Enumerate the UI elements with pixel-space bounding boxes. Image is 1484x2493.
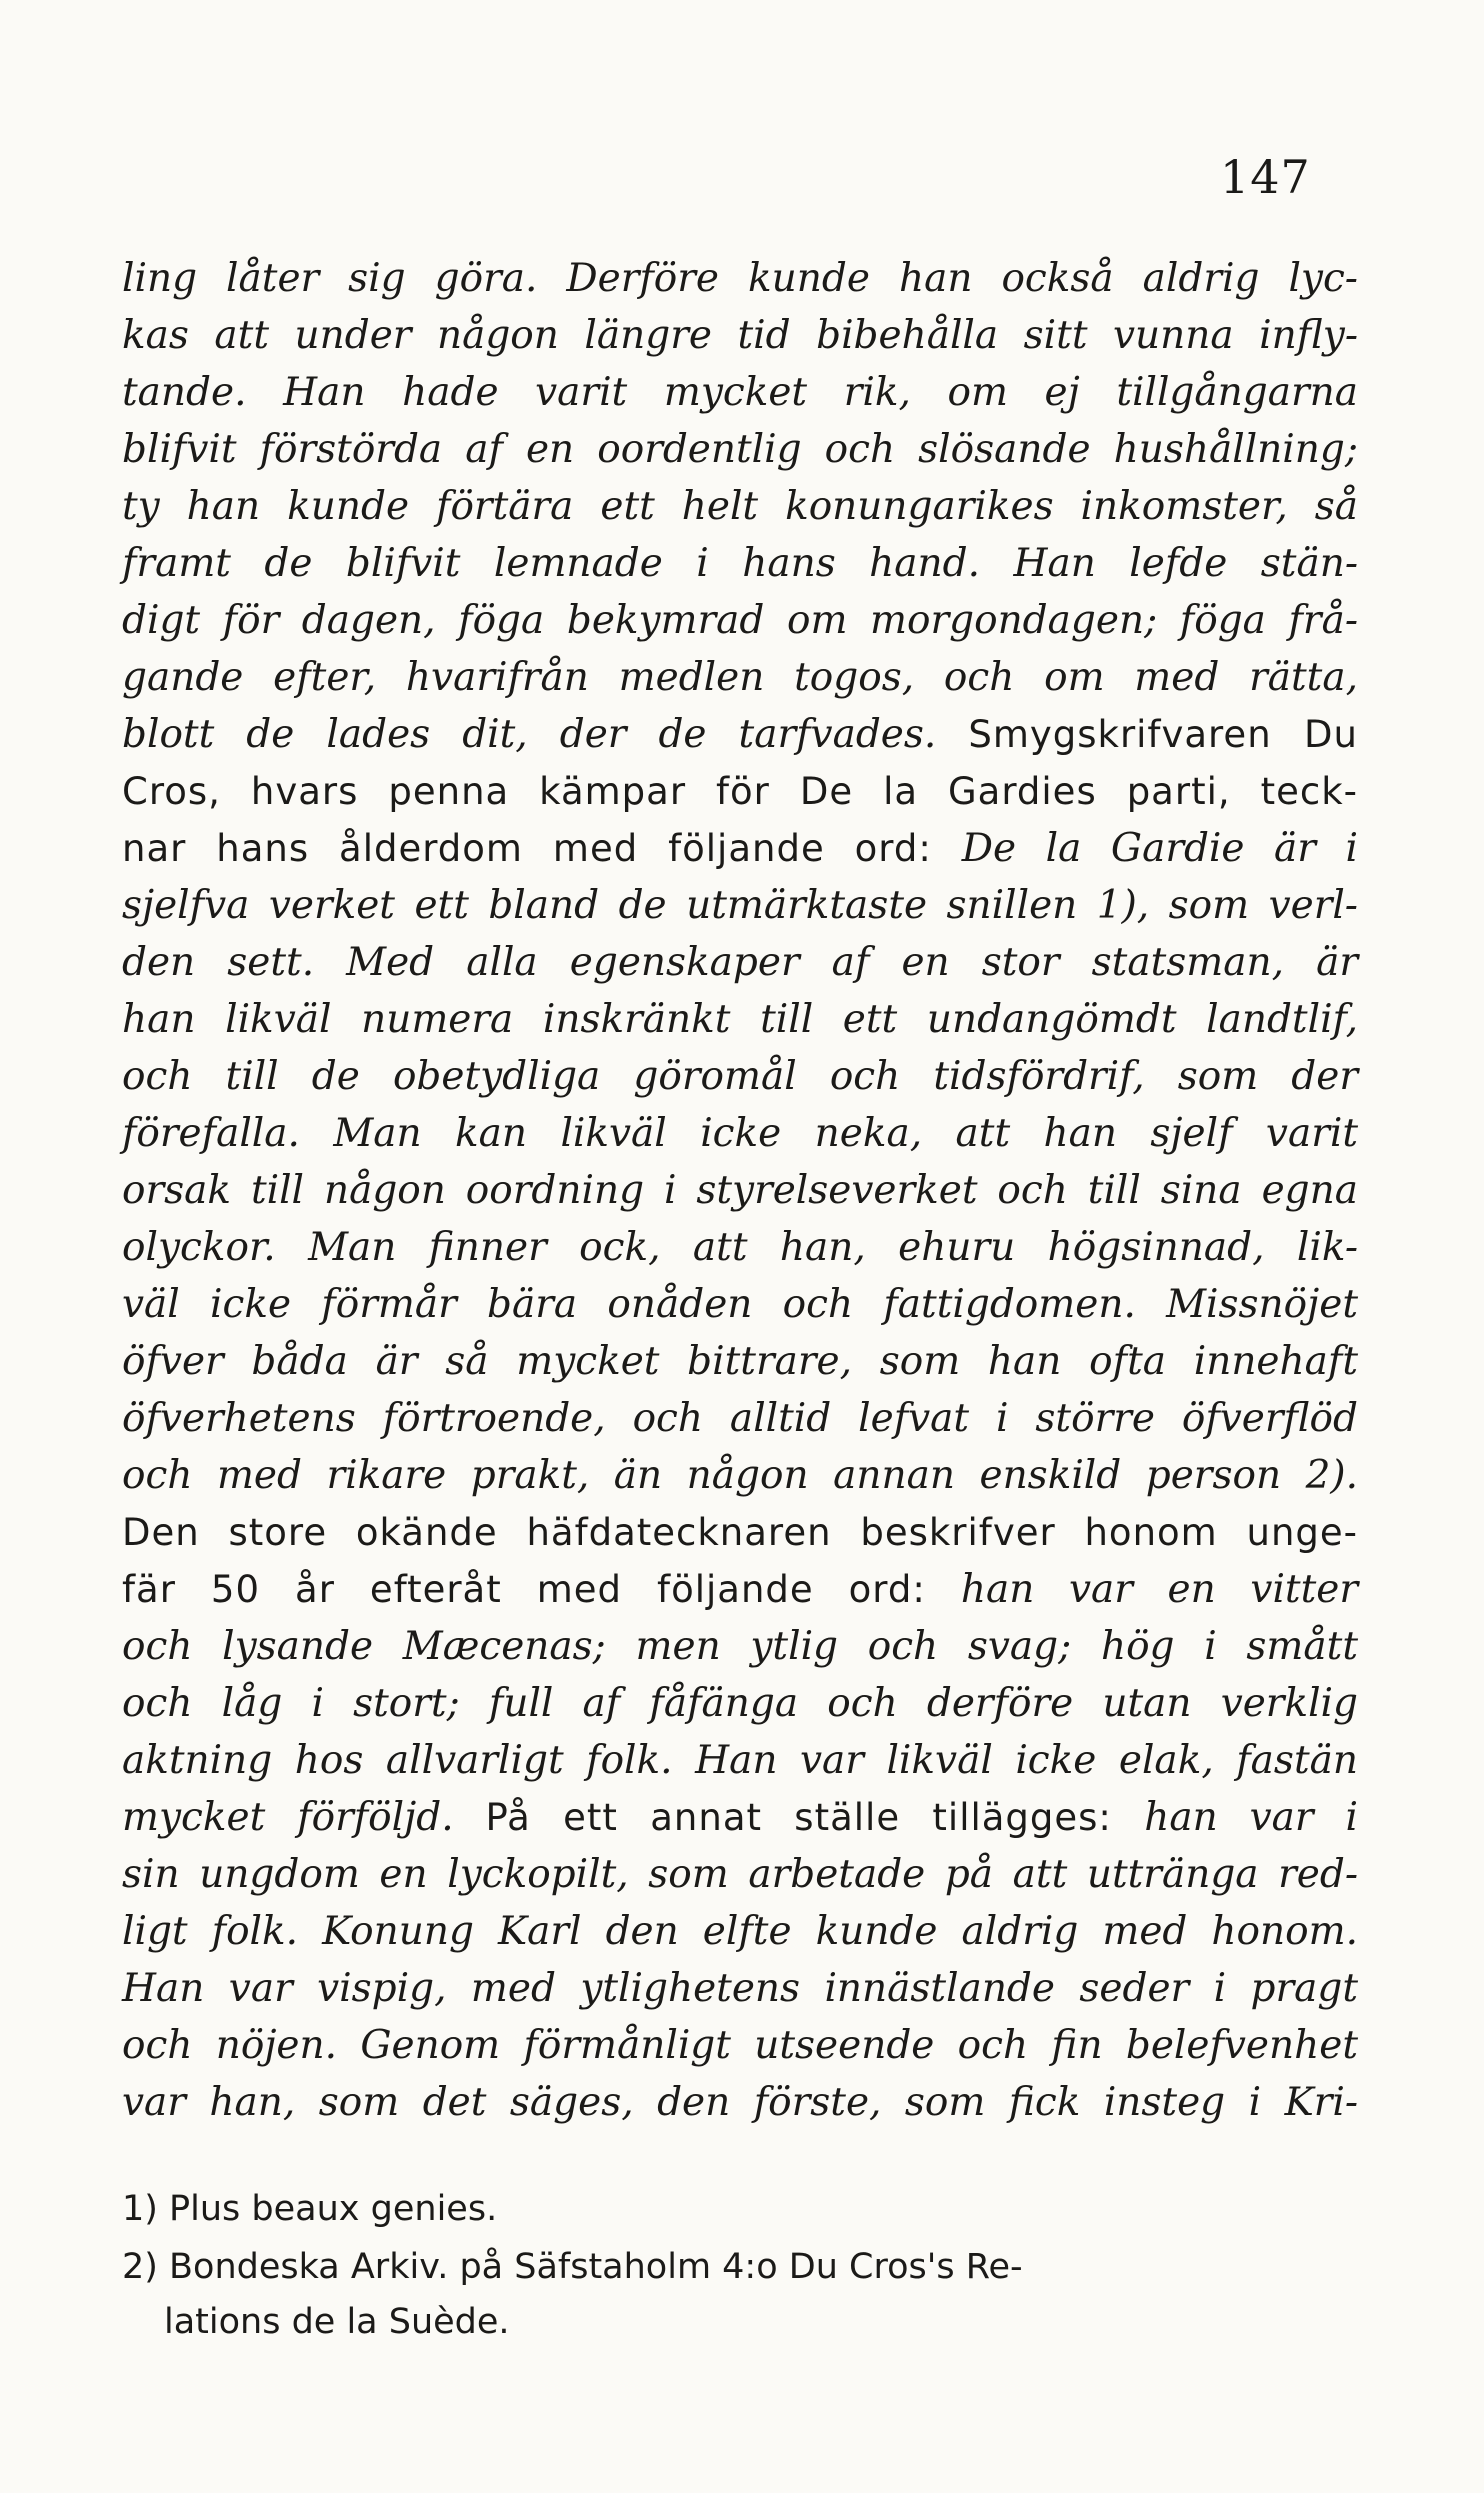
text-line [122, 1333, 1358, 1390]
text-segment: ty han kunde förtära ett helt konungarikes inkomster, så [122, 484, 1358, 529]
text-line [122, 1447, 1358, 1504]
text-segment: blifvit förstörda af en oordentlig och slösande hushållning; [122, 427, 1358, 472]
text-segment: och lysande Mæcenas; men ytlig och svag; hög i smått [122, 1624, 1358, 1669]
text-segment: han likväl numera inskränkt till ett undangömdt landtlif, [122, 997, 1358, 1042]
text-line [122, 1162, 1358, 1219]
footnote-2: 2) Bondeska Arkiv. på Säfstaholm 4:o Du Cros's Re- [122, 2247, 1023, 2287]
text-line [122, 763, 1358, 820]
text-segment: På ett annat ställe tillägges: [485, 1796, 1145, 1839]
text-line [122, 934, 1358, 991]
text-line [122, 1219, 1358, 1276]
text-segment: blott de lades dit, der de tarfvades. [122, 712, 969, 757]
text-segment: orsak till någon oordning i styrelseverket och till sina egna [122, 1168, 1358, 1213]
text-line [122, 535, 1358, 592]
footnote-2-continuation: lations de la Suède. [164, 2302, 510, 2342]
text-segment: öfver båda är så mycket bittrare, som han ofta innehaft [122, 1339, 1358, 1384]
text-segment: och med rikare prakt, än någon annan enskild person 2). [122, 1453, 1358, 1498]
text-segment: och låg i stort; full af fåfänga och derföre utan verklig [122, 1681, 1358, 1726]
text-segment: framt de blifvit lemnade i hans hand. Han lefde stän- [122, 541, 1358, 586]
text-line [122, 1048, 1358, 1105]
text-segment: Han var vispig, med ytlighetens innästlande seder i pragt [122, 1966, 1358, 2011]
text-line [122, 592, 1358, 649]
text-line [122, 1960, 1358, 2017]
text-segment: var han, som det säges, den förste, som fick insteg i Kri- [122, 2080, 1358, 2125]
text-line [122, 1105, 1358, 1162]
text-line [122, 307, 1358, 364]
text-line [122, 2074, 1358, 2131]
text-segment: olyckor. Man finner ock, att han, ehuru högsinnad, lik- [122, 1225, 1358, 1270]
text-line [122, 1390, 1358, 1447]
text-segment: Cros, hvars penna kämpar för De la Gardies parti, teck- [122, 770, 1358, 813]
text-segment: och nöjen. Genom förmånligt utseende och fin belefvenhet [122, 2023, 1358, 2068]
text-line [122, 820, 1358, 877]
text-segment: fär 50 år efteråt med följande ord: [122, 1568, 961, 1611]
text-segment: kas att under någon längre tid bibehålla sitt vunna infly- [122, 313, 1358, 358]
text-segment: gande efter, hvarifrån medlen togos, och om med rätta, [122, 655, 1358, 700]
text-segment: sjelfva verket ett bland de utmärktaste snillen 1), som verl- [122, 883, 1358, 928]
text-segment: digt för dagen, föga bekymrad om morgondagen; föga frå- [122, 598, 1358, 643]
text-line [122, 2017, 1358, 2074]
text-line [122, 706, 1358, 763]
text-line [122, 1504, 1358, 1561]
text-segment: Smygskrifvaren Du [968, 713, 1358, 756]
text-line [122, 877, 1358, 934]
page-number: 147 [1220, 150, 1311, 204]
footnotes [122, 2180, 1358, 2348]
text-line [122, 478, 1358, 535]
text-segment: han var i [1144, 1795, 1358, 1840]
text-segment: ligt folk. Konung Karl den elfte kunde aldrig med honom. [122, 1909, 1358, 1954]
text-line [122, 1732, 1358, 1789]
text-segment: sin ungdom en lyckopilt, som arbetade på att uttränga red- [122, 1852, 1358, 1897]
text-line [122, 250, 1358, 307]
text-line [122, 1903, 1358, 1960]
text-segment: väl icke förmår bära onåden och fattigdomen. Missnöjet [122, 1282, 1358, 1327]
text-line [122, 364, 1358, 421]
text-segment: nar hans ålderdom med följande ord: [122, 827, 962, 870]
text-segment: De la Gardie är i [961, 826, 1358, 871]
text-segment: öfverhetens förtroende, och alltid lefvat i större öfverflöd [122, 1396, 1358, 1441]
text-segment: mycket förföljd. [122, 1795, 486, 1840]
text-line [122, 991, 1358, 1048]
text-segment: och till de obetydliga göromål och tidsfördrif, som der [122, 1054, 1358, 1099]
text-line [122, 1789, 1358, 1846]
text-line [122, 1846, 1358, 1903]
text-line [122, 649, 1358, 706]
text-line [122, 1561, 1358, 1618]
text-line [122, 421, 1358, 478]
text-segment: tande. Han hade varit mycket rik, om ej tillgångarna [122, 370, 1358, 415]
text-segment: ling låter sig göra. Derföre kunde han också aldrig lyc- [122, 256, 1358, 301]
footnote-1: 1) Plus beaux genies. [122, 2189, 498, 2229]
text-segment: den sett. Med alla egenskaper af en stor statsman, är [122, 940, 1358, 985]
text-segment: förefalla. Man kan likväl icke neka, att han sjelf varit [122, 1111, 1358, 1156]
text-line [122, 1276, 1358, 1333]
text-segment: Den store okände häfdatecknaren beskrifver honom unge- [122, 1511, 1358, 1554]
body-text [122, 250, 1358, 2131]
text-segment: aktning hos allvarligt folk. Han var likväl icke elak, fastän [122, 1738, 1358, 1783]
text-line [122, 1618, 1358, 1675]
text-line [122, 1675, 1358, 1732]
text-segment: han var en vitter [960, 1567, 1358, 1612]
